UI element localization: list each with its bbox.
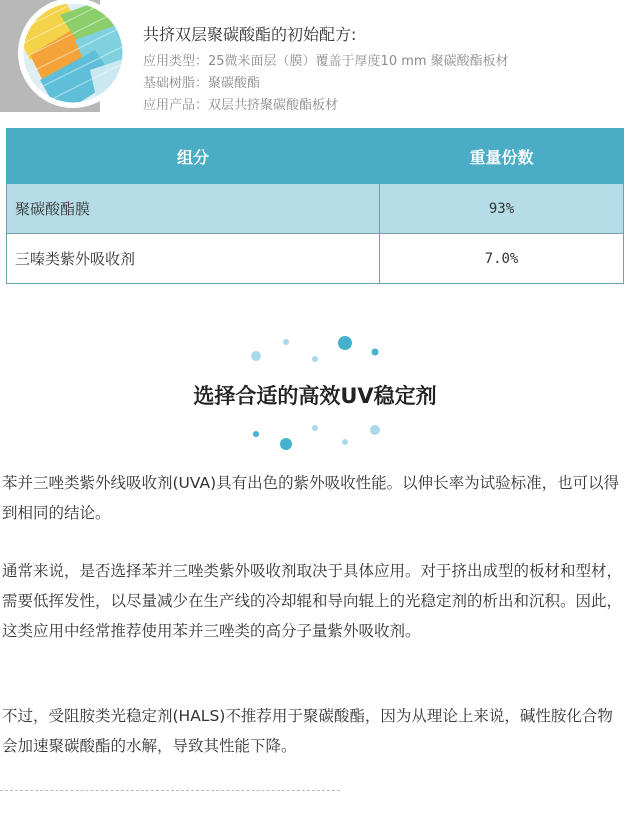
column-header-weight: 重量份数 (380, 129, 624, 184)
paragraph-application: 通常来说，是否选择苯并三唑类紫外吸收剂取决于具体应用。对于挤出成型的板材和型材，需要低挥发性，以尽量减少在生产线的冷却辊和导向辊上的光稳定剂的析出和沉积。因此，这类应用中经常推荐使用苯并三唑类的高分子量紫外吸收剂。 (2, 562, 623, 640)
table-row (7, 184, 624, 234)
application-type: 应用类型：25微米面层（膜）覆盖于厚度10 mm 聚碳酸酯板材 (143, 54, 509, 69)
table-row (7, 234, 624, 284)
component-weight: 7.0% (380, 234, 624, 284)
section-title: 选择合适的高效UV稳定剂 (193, 384, 437, 408)
component-name: 三嗪类紫外吸收剂 (7, 234, 380, 284)
formula-table (6, 128, 624, 284)
decorative-dots-top (0, 332, 630, 372)
paragraph-hals: 不过，受阻胺类光稳定剂(HALS)不推荐用于聚碳酸酯，因为从理论上来说，碱性胺化合物会加速聚碳酸酯的水解，导致其性能下降。 (2, 707, 613, 755)
base-resin: 基础树脂：聚碳酸酯 (143, 76, 261, 91)
paragraph-uva: 苯并三唑类紫外线吸收剂(UVA)具有出色的紫外吸收性能。以伸长率为试验标准，也可以得到相同的结论。 (2, 474, 620, 522)
application-product: 应用产品：双层共挤聚碳酸酯板材 (143, 98, 339, 113)
product-photo (20, 0, 126, 106)
component-name: 聚碳酸酯膜 (7, 184, 380, 234)
header (0, 0, 630, 115)
formula-title: 共挤双层聚碳酸酯的初始配方: (143, 25, 357, 44)
divider (0, 790, 340, 791)
table-header-row (7, 129, 624, 184)
column-header-component: 组分 (7, 129, 380, 184)
component-weight: 93% (380, 184, 624, 234)
decorative-dots-bottom (0, 420, 630, 460)
